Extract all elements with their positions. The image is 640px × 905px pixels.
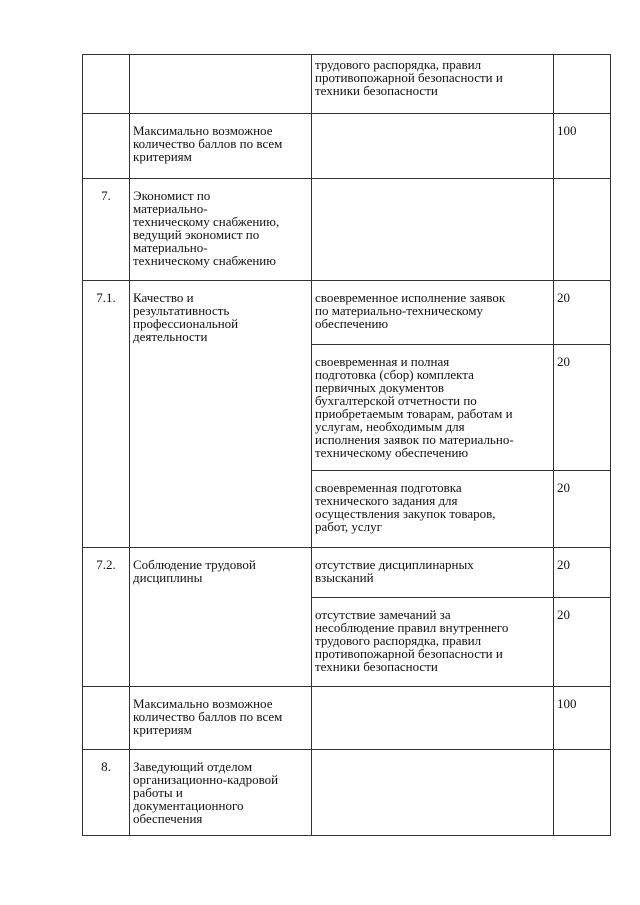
criterion-cell: Максимально возможное количество баллов по всем критериям xyxy=(130,114,312,179)
indicator-cell xyxy=(312,179,554,281)
indicator-cell: своевременная и полная подготовка (сбор) комплекта первичных документов бухгалтерской отчетности по приобретаемым товарам, работам и услугам, необходимым для исполнения заявок по материально- техническому обеспечению xyxy=(312,345,554,471)
score-cell: 100 xyxy=(554,114,611,179)
indicator-cell xyxy=(312,114,554,179)
table-row xyxy=(83,687,611,750)
table-row xyxy=(83,750,611,836)
table-row xyxy=(83,281,611,345)
table-row xyxy=(83,548,611,598)
row-number xyxy=(83,687,130,750)
score-cell: 20 xyxy=(554,345,611,471)
criterion-cell: Качество и результативность профессиональной деятельности xyxy=(130,281,312,548)
criteria-table xyxy=(82,54,611,836)
score-cell: 20 xyxy=(554,548,611,598)
score-cell: 20 xyxy=(554,281,611,345)
table-row xyxy=(83,179,611,281)
row-number: 7. xyxy=(83,179,130,281)
row-number: 8. xyxy=(83,750,130,836)
score-cell: 20 xyxy=(554,471,611,548)
indicator-cell: своевременная подготовка технического задания для осуществления закупок товаров, работ, услуг xyxy=(312,471,554,548)
criterion-cell: Соблюдение трудовой дисциплины xyxy=(130,548,312,687)
score-cell: 100 xyxy=(554,687,611,750)
score-cell xyxy=(554,750,611,836)
indicator-cell xyxy=(312,687,554,750)
table-row xyxy=(83,55,611,114)
indicator-cell: отсутствие замечаний за несоблюдение правил внутреннего трудового распорядка, правил противопожарной безопасности и техники безопасности xyxy=(312,598,554,687)
criterion-cell xyxy=(130,55,312,114)
criterion-cell: Заведующий отделом организационно-кадровой работы и документационного обеспечения xyxy=(130,750,312,836)
score-cell xyxy=(554,179,611,281)
indicator-cell xyxy=(312,750,554,836)
row-number: 7.2. xyxy=(83,548,130,687)
score-cell: 20 xyxy=(554,598,611,687)
row-number xyxy=(83,114,130,179)
indicator-cell: отсутствие дисциплинарных взысканий xyxy=(312,548,554,598)
table-row xyxy=(83,114,611,179)
criterion-cell: Экономист по материально- техническому снабжению, ведущий экономист по материально- техническому снабжению xyxy=(130,179,312,281)
criterion-cell: Максимально возможное количество баллов по всем критериям xyxy=(130,687,312,750)
indicator-cell: своевременное исполнение заявок по материально-техническому обеспечению xyxy=(312,281,554,345)
score-cell xyxy=(554,55,611,114)
row-number: 7.1. xyxy=(83,281,130,548)
row-number xyxy=(83,55,130,114)
indicator-cell: трудового распорядка, правил противопожарной безопасности и техники безопасности xyxy=(312,55,554,114)
